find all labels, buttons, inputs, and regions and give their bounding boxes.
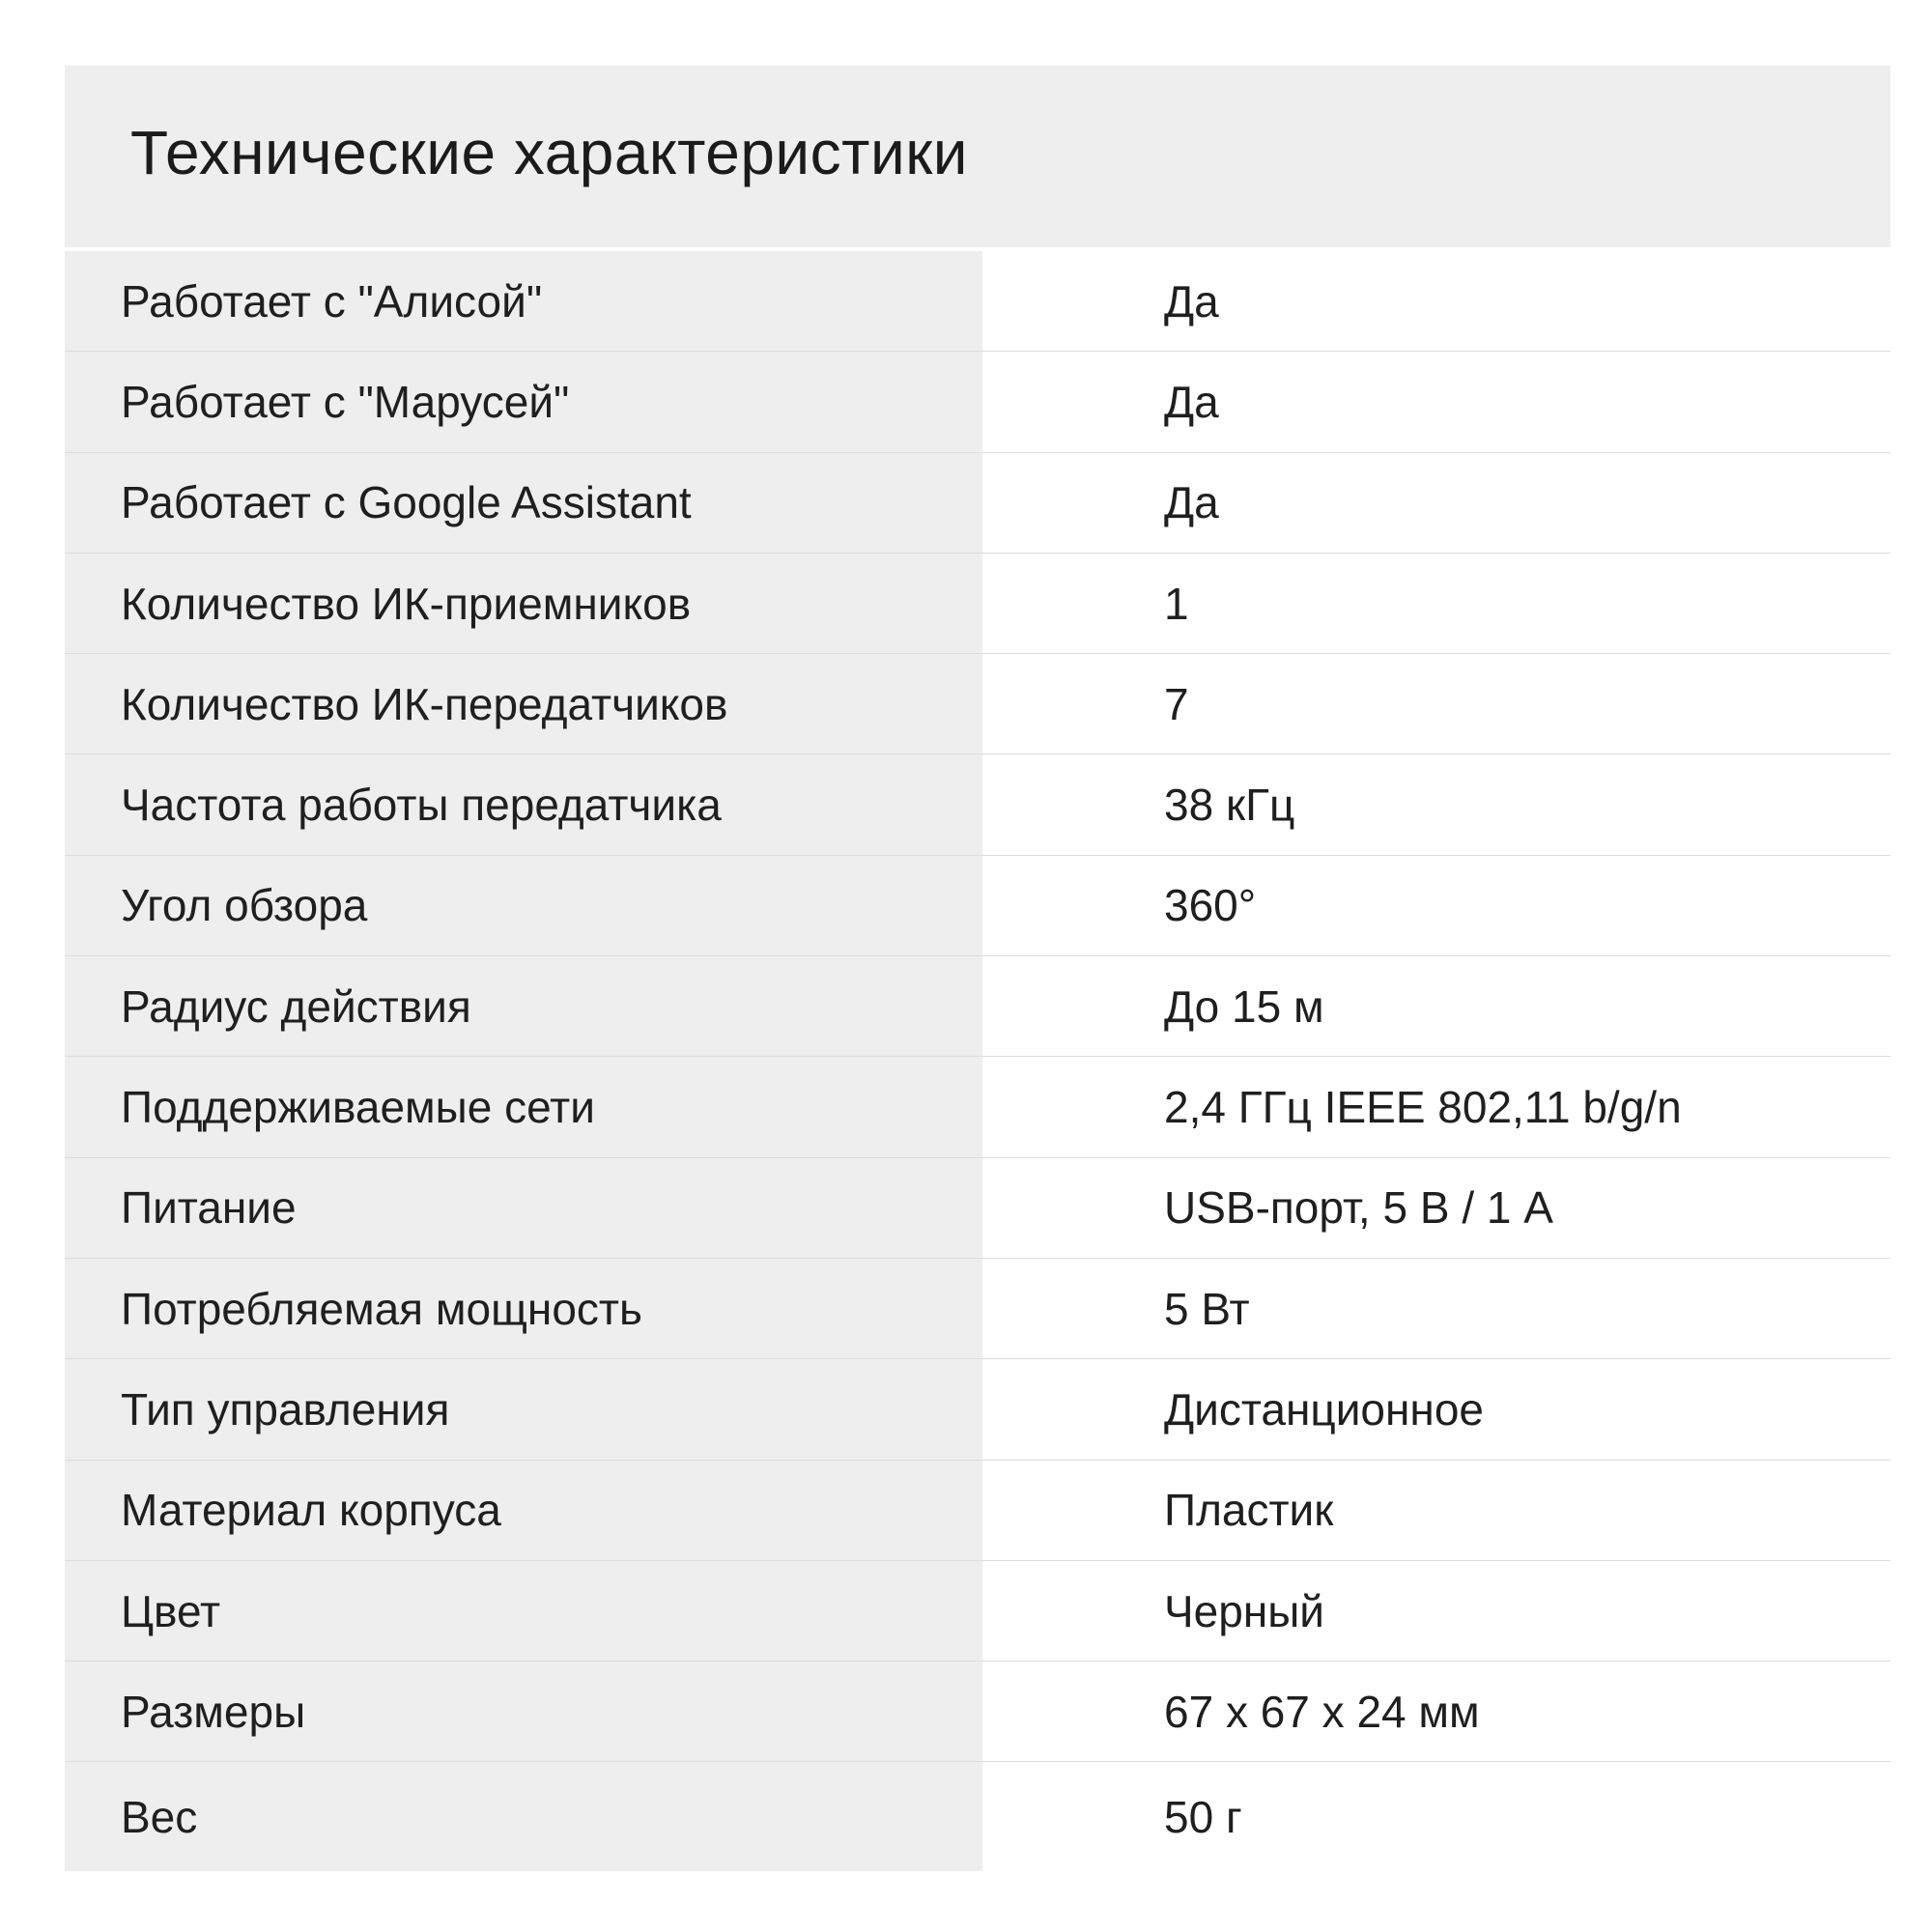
spec-value: Да <box>982 453 1890 553</box>
spec-value: Дистанционное <box>982 1359 1890 1459</box>
spec-value: 5 Вт <box>982 1259 1890 1358</box>
spec-row <box>65 856 1890 956</box>
spec-row <box>65 554 1890 654</box>
spec-label: Поддерживаемые сети <box>65 1057 982 1156</box>
spec-value: USB-порт, 5 В / 1 А <box>982 1158 1890 1258</box>
spec-row <box>65 1561 1890 1662</box>
spec-row <box>65 1461 1890 1561</box>
spec-row <box>65 1057 1890 1157</box>
spec-row <box>65 654 1890 754</box>
spec-row <box>65 1662 1890 1762</box>
spec-row <box>65 1359 1890 1460</box>
spec-value: До 15 м <box>982 956 1890 1056</box>
spec-row <box>65 754 1890 855</box>
spec-value: 67 x 67 x 24 мм <box>982 1662 1890 1761</box>
spec-header <box>65 66 1890 247</box>
spec-value: 1 <box>982 554 1890 653</box>
spec-label: Потребляемая мощность <box>65 1259 982 1358</box>
spec-value: 360° <box>982 856 1890 955</box>
page-title: Технические характеристики <box>130 118 968 187</box>
spec-label: Работает с "Алисой" <box>65 251 982 351</box>
spec-row <box>65 251 1890 352</box>
spec-row <box>65 956 1890 1057</box>
spec-table <box>65 251 1890 1871</box>
spec-label: Количество ИК-приемников <box>65 554 982 653</box>
spec-label: Угол обзора <box>65 856 982 955</box>
spec-label: Материал корпуса <box>65 1461 982 1560</box>
spec-label: Питание <box>65 1158 982 1258</box>
spec-label: Работает с "Марусей" <box>65 352 982 451</box>
spec-value: 50 г <box>982 1762 1890 1871</box>
spec-value: Пластик <box>982 1461 1890 1560</box>
spec-value: Да <box>982 352 1890 451</box>
spec-value: 38 кГц <box>982 754 1890 854</box>
spec-value: Да <box>982 251 1890 351</box>
spec-value: 2,4 ГГц IEEE 802,11 b/g/n <box>982 1057 1890 1156</box>
spec-label: Размеры <box>65 1662 982 1761</box>
spec-label: Радиус действия <box>65 956 982 1056</box>
spec-value: Черный <box>982 1561 1890 1661</box>
spec-row <box>65 453 1890 554</box>
spec-label: Тип управления <box>65 1359 982 1459</box>
spec-value: 7 <box>982 654 1890 753</box>
spec-label: Вес <box>65 1762 982 1871</box>
spec-row <box>65 352 1890 452</box>
spec-label: Работает с Google Assistant <box>65 453 982 553</box>
spec-label: Цвет <box>65 1561 982 1661</box>
spec-row <box>65 1762 1890 1871</box>
spec-card <box>65 66 1890 1871</box>
spec-label: Частота работы передатчика <box>65 754 982 854</box>
spec-label: Количество ИК-передатчиков <box>65 654 982 753</box>
spec-row <box>65 1259 1890 1359</box>
spec-row <box>65 1158 1890 1259</box>
